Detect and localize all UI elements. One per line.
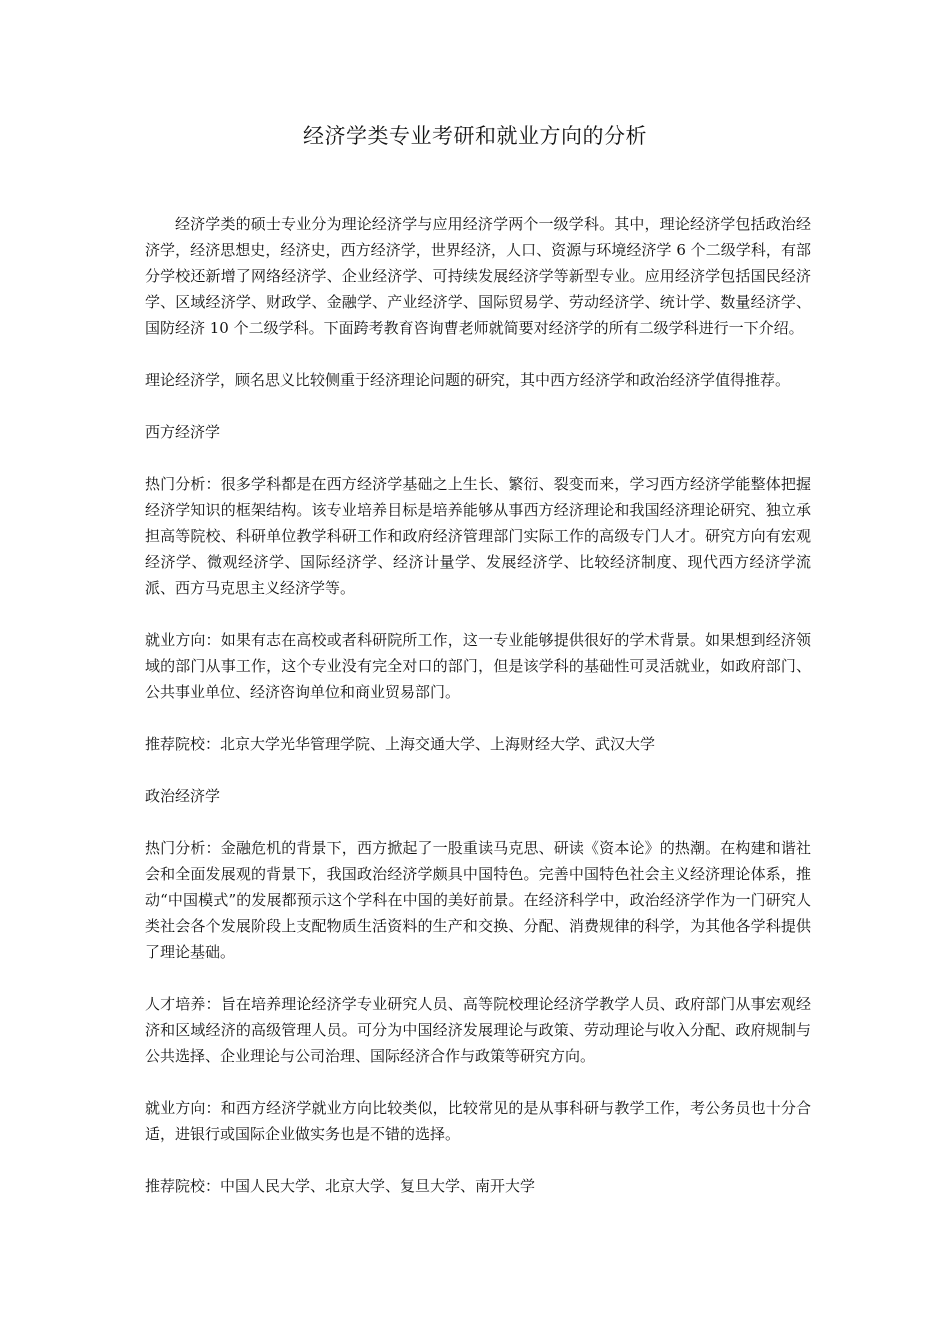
western-economics-analysis: 热门分析：很多学科都是在西方经济学基础之上生长、繁衍、裂变而来，学习西方经济学能整体把握经济学知识的框架结构。该专业培养目标是培养能够从事西方经济理论和我国经济理论研究、独立承担高等院校、科研单位教学科研工作和政府经济管理部门实际工作的高级专门人才。研究方向有宏观经济学、微观经济学、国际经济学、经济计量学、发展经济学、比较经济制度、现代西方经济学流派、西方马克思主义经济学等。	[145, 475, 811, 597]
western-economics-schools: 推荐院校：北京大学光华管理学院、上海交通大学、上海财经大学、武汉大学	[145, 735, 656, 753]
section-heading-political-economics: 政治经济学	[145, 787, 221, 805]
political-economics-schools: 推荐院校：中国人民大学、北京大学、复旦大学、南开大学	[145, 1177, 536, 1195]
political-economics-analysis: 热门分析：金融危机的背景下，西方掀起了一股重读马克思、研读《资本论》的热潮。在构建和谐社会和全面发展观的背景下，我国政治经济学颇具中国特色。完善中国特色社会主义经济理论体系，推动“中国模式”的发展都预示这个学科在中国的美好前景。在经济科学中，政治经济学作为一门研究人类社会各个发展阶段上支配物质生活资料的生产和交换、分配、消费规律的科学，为其他各学科提供了理论基础。	[145, 839, 811, 961]
intro-paragraph: 经济学类的硕士专业分为理论经济学与应用经济学两个一级学科。其中，理论经济学包括政治经济学，经济思想史，经济史，西方经济学，世界经济，人口、资源与环境经济学 6 个二级学科，有部分学校还新增了网络经济学、企业经济学、可持续发展经济学等新型专业。应用经济学包括国民经济学、区域经济学、财政学、金融学、产业经济学、国际贸易学、劳动经济学、统计学、数量经济学、国防经济 10 个二级学科。下面跨考教育咨询曹老师就简要对经济学的所有二级学科进行一下介绍。	[145, 215, 811, 337]
theory-economics-paragraph: 理论经济学，顾名思义比较侧重于经济理论问题的研究，其中西方经济学和政治经济学值得推荐。	[145, 371, 791, 389]
western-economics-employment: 就业方向：如果有志在高校或者科研院所工作，这一专业能够提供很好的学术背景。如果想到经济领域的部门从事工作，这个专业没有完全对口的部门，但是该学科的基础性可灵活就业，如政府部门、公共事业单位、经济咨询单位和商业贸易部门。	[145, 631, 811, 701]
document-body	[145, 211, 811, 1225]
section-heading-western-economics: 西方经济学	[145, 423, 221, 441]
document-title: 经济学类专业考研和就业方向的分析	[303, 124, 647, 148]
political-economics-employment: 就业方向：和西方经济学就业方向比较类似，比较常见的是从事科研与教学工作，考公务员也十分合适，进银行或国际企业做实务也是不错的选择。	[145, 1099, 811, 1143]
political-economics-training: 人才培养：旨在培养理论经济学专业研究人员、高等院校理论经济学教学人员、政府部门从事宏观经济和区域经济的高级管理人员。可分为中国经济发展理论与政策、劳动理论与收入分配、政府规制与公共选择、企业理论与公司治理、国际经济合作与政策等研究方向。	[145, 995, 811, 1065]
